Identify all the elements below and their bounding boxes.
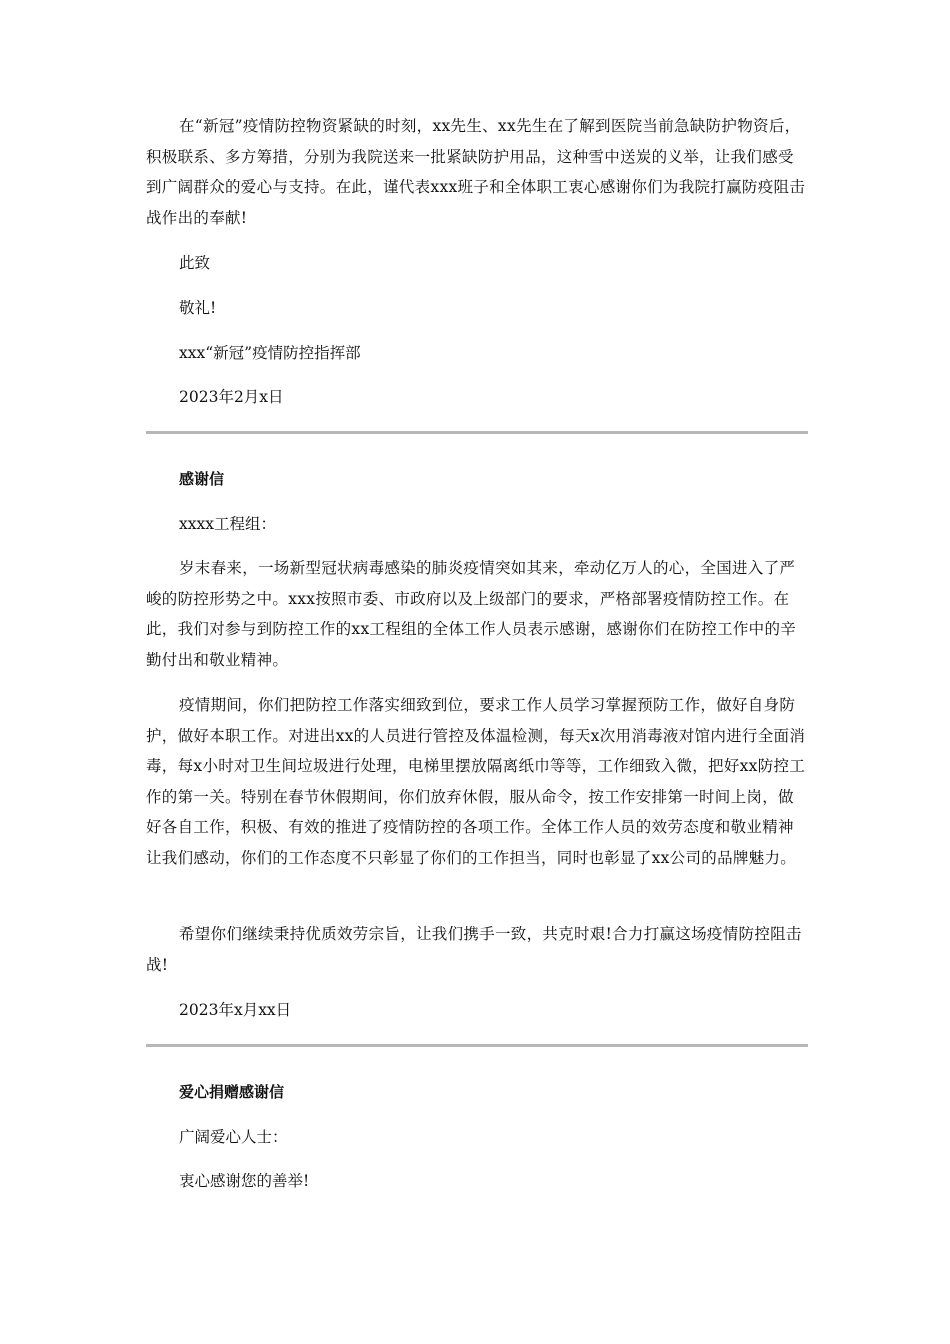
section-divider bbox=[146, 431, 808, 434]
section1-date: 2023年2月x日 bbox=[179, 388, 284, 406]
section2-paragraph-1: 岁末春来，一场新型冠状病毒感染的肺炎疫情突如其来，牵动亿万人的心，全国进入了严峻的防控形势之中。xxx按照市委、市政府以及上级部门的要求，严格部署疫情防控工作。在此，我们对参与到防控工作的xx工程组的全体工作人员表示感谢，感谢你们在防控工作中的辛勤付出和敬业精神。 bbox=[146, 559, 797, 669]
section2-date: 2023年x月xx日 bbox=[179, 1001, 292, 1019]
section3-title: 爱心捐赠感谢信 bbox=[179, 1083, 285, 1101]
section2-salutation: xxxx工程组： bbox=[179, 515, 276, 533]
section1-signature: xxx“新冠”疫情防控指挥部 bbox=[179, 344, 361, 362]
section2-paragraph-3: 希望你们继续秉持优质效劳宗旨，让我们携手一致，共克时艰!合力打赢这场疫情防控阻击战! bbox=[146, 925, 802, 974]
section2-paragraph-2: 疫情期间，你们把防控工作落实细致到位，要求工作人员学习掌握预防工作，做好自身防护，做好本职工作。对进出xx的人员进行管控及体温检测，每天x次用消毒液对馆内进行全面消毒，每x小时对卫生间垃圾进行处理，电梯里摆放隔离纸巾等等，工作细致入微，把好xx防控工作的第一关。特别在春节休假期间，你们放弃休假，服从命令，按工作安排第一时间上岗，做好各自工作，积极、有效的推进了疫情防控的各项工作。全体工作人员的效劳态度和敬业精神让我们感动，你们的工作态度不只彰显了你们的工作担当，同时也彰显了xx公司的品牌魅力。 bbox=[146, 696, 806, 867]
section1-paragraph: 在“新冠”疫情防控物资紧缺的时刻，xx先生、xx先生在了解到医院当前急缺防护物资后，积极联系、多方筹措，分别为我院送来一批紧缺防护用品，这种雪中送炭的义举，让我们感受到广阔群众的爱心与支持。在此，谨代表xxx班子和全体职工衷心感谢你们为我院打赢防疫阻击战作出的奉献! bbox=[146, 117, 806, 227]
section-divider bbox=[146, 1044, 808, 1047]
section1-closing-zhici: 此致 bbox=[179, 254, 211, 272]
section1-closing-jingli: 敬礼! bbox=[179, 299, 217, 317]
section3-line-1: 衷心感谢您的善举! bbox=[179, 1172, 310, 1190]
section2-title: 感谢信 bbox=[179, 470, 225, 488]
section3-salutation: 广阔爱心人士： bbox=[179, 1128, 288, 1146]
